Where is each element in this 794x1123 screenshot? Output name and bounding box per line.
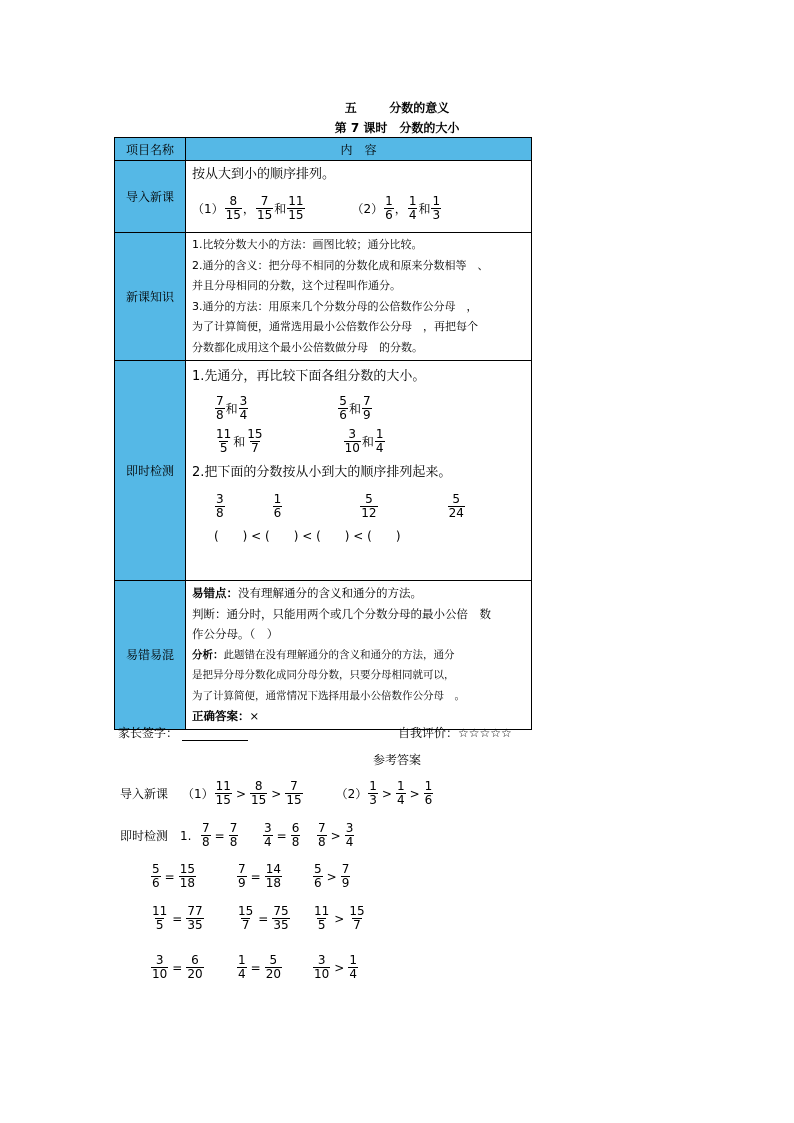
comparison bbox=[236, 954, 283, 981]
judge-line-1: 判断：通分时，只能用两个或几个分数分母的最小公倍 数 bbox=[192, 606, 491, 621]
fraction: $\frac{7}{9}$ bbox=[238, 862, 246, 890]
fraction: $\frac{5}{12}$ bbox=[361, 492, 377, 520]
fraction: $\frac{3}{4}$ bbox=[239, 394, 248, 422]
mistake-content bbox=[186, 581, 532, 730]
fraction: $\frac{15}{18}$ bbox=[179, 862, 195, 890]
fraction: $\frac{11}{15}$ bbox=[215, 779, 231, 807]
fraction: $\frac{14}{18}$ bbox=[265, 862, 281, 890]
fraction: $\frac{11}{15}$ bbox=[288, 194, 304, 222]
intro-questions bbox=[192, 195, 525, 222]
comparison-operator: = bbox=[214, 828, 225, 843]
fraction: $\frac{7}{9}$ bbox=[341, 862, 350, 890]
fraction: $\frac{1}{4}$ bbox=[396, 779, 405, 807]
fraction: $\frac{11}{5}$ bbox=[216, 427, 232, 455]
order-fractions bbox=[192, 493, 525, 520]
fraction: $\frac{7}{15}$ bbox=[256, 194, 273, 222]
fraction: $\frac{5}{6}$ bbox=[339, 394, 347, 422]
fraction: $\frac{75}{35}$ bbox=[273, 904, 289, 932]
section-label-intro: 导入新课 bbox=[115, 161, 186, 233]
lesson-table bbox=[114, 137, 532, 730]
fraction: $\frac{5}{6}$ bbox=[152, 862, 160, 890]
fraction: $\frac{3}{8}$ bbox=[216, 492, 224, 520]
comparison-operator: > bbox=[334, 911, 345, 926]
order-blanks[interactable]: ( ) < ( ) < ( ) < ( ) bbox=[214, 529, 401, 543]
knowledge-line: 2.通分的含义：把分母不相同的分数化成和原来分数相等 、 bbox=[192, 258, 489, 272]
fraction: $\frac{8}{15}$ bbox=[225, 194, 241, 222]
fraction: $\frac{5}{24}$ bbox=[448, 492, 464, 520]
fraction: $\frac{7}{8}$ bbox=[318, 821, 326, 849]
knowledge-content bbox=[186, 233, 532, 361]
fraction: $\frac{1}{4}$ bbox=[375, 427, 384, 455]
comparison-operator: = bbox=[172, 960, 183, 975]
fraction: $\frac{6}{8}$ bbox=[291, 821, 300, 849]
signature-blank[interactable] bbox=[182, 726, 248, 741]
comparison bbox=[200, 822, 239, 849]
fraction: $\frac{7}{9}$ bbox=[362, 394, 371, 422]
unit-number: 五 bbox=[344, 101, 357, 115]
check-pairs-row-1 bbox=[192, 395, 525, 422]
answer-intro: 导入新课 （1） $\frac{11}{15}$ > $\frac{8}{15}$ > $\frac{7}{15}$ （2） $\frac{1}{3}$ > $\frac{1}{4}$ > $\frac{1}{6}$ bbox=[120, 779, 433, 807]
fraction: $\frac{15}{7}$ bbox=[238, 904, 254, 932]
parent-signature: 家长签字： bbox=[118, 724, 248, 741]
separator: ， bbox=[242, 201, 255, 216]
intro-instruction: 按从大到小的顺序排列。 bbox=[192, 167, 336, 182]
comparison-operator: = bbox=[258, 911, 269, 926]
fraction: $\frac{1}{6}$ bbox=[424, 779, 433, 807]
and-word: 和 bbox=[348, 401, 361, 416]
fraction: $\frac{1}{3}$ bbox=[432, 194, 441, 222]
fraction: $\frac{3}{4}$ bbox=[345, 821, 354, 849]
comparison bbox=[312, 905, 367, 932]
fraction: $\frac{15}{7}$ bbox=[349, 904, 365, 932]
fraction: $\frac{1}{4}$ bbox=[408, 194, 417, 222]
section-label-check: 即时检测 bbox=[115, 361, 186, 581]
fraction: $\frac{3}{4}$ bbox=[264, 821, 272, 849]
check-q2: 2.把下面的分数按从小到大的顺序排列起来。 bbox=[192, 465, 452, 480]
knowledge-line: 3.通分的方法：用原来几个分数分母的公倍数作公分母 ， bbox=[192, 299, 478, 313]
analysis-line-1: 分析：此题错在没有理解通分的含义和通分的方法，通分 bbox=[192, 648, 455, 661]
fraction: $\frac{5}{6}$ bbox=[314, 862, 322, 890]
comparison-operator: > bbox=[326, 869, 337, 884]
fraction: $\frac{8}{15}$ bbox=[251, 779, 267, 807]
fraction: $\frac{11}{5}$ bbox=[152, 904, 168, 932]
comparison bbox=[150, 954, 205, 981]
comparison-operator: > bbox=[334, 960, 345, 975]
comparison bbox=[236, 863, 283, 890]
answer-check-label: 即时检测 1. bbox=[120, 828, 192, 843]
comparison bbox=[262, 822, 301, 849]
fraction: $\frac{5}{20}$ bbox=[265, 953, 281, 981]
mistake-point bbox=[192, 583, 525, 604]
and-word: 和 bbox=[233, 434, 246, 449]
intro-q1-prefix: （1） bbox=[192, 201, 224, 216]
fraction: $\frac{7}{8}$ bbox=[229, 821, 238, 849]
analysis-label: 分析： bbox=[192, 648, 224, 661]
fraction: $\frac{1}{4}$ bbox=[349, 953, 357, 981]
fraction: $\frac{7}{8}$ bbox=[202, 821, 210, 849]
fraction: $\frac{1}{4}$ bbox=[238, 953, 246, 981]
comparison bbox=[312, 863, 351, 890]
answers-title: 参考答案 bbox=[372, 753, 421, 767]
fraction: $\frac{1}{6}$ bbox=[273, 492, 282, 520]
comparison bbox=[236, 905, 291, 932]
unit-name: 分数的意义 bbox=[389, 101, 450, 115]
separator: 和 bbox=[418, 201, 431, 216]
separator: ， bbox=[394, 201, 407, 216]
check-content bbox=[186, 361, 532, 581]
comparison-operator: = bbox=[276, 828, 287, 843]
check-q1: 1.先通分，再比较下面各组分数的大小。 bbox=[192, 369, 426, 384]
knowledge-line: 1.比较分数大小的方法：画图比较；通分比较。 bbox=[192, 238, 423, 251]
section-label-knowledge: 新课知识 bbox=[115, 233, 186, 361]
and-word: 和 bbox=[225, 401, 238, 416]
knowledge-line: 为了计算简便，通常选用最小公倍数作公分母 ，再把每个 bbox=[192, 320, 478, 333]
comparison bbox=[312, 954, 359, 981]
check-pairs-row-2 bbox=[192, 428, 525, 455]
and-word: 和 bbox=[361, 434, 374, 449]
fraction: $\frac{6}{20}$ bbox=[187, 953, 203, 981]
answer-intro-label: 导入新课 bbox=[120, 787, 169, 801]
section-label-mistake: 易错易混 bbox=[115, 581, 186, 730]
unit-title bbox=[0, 99, 794, 116]
lesson-title: 第 7 课时 分数的大小 bbox=[334, 121, 460, 135]
analysis-line-3: 为了计算简便，通常情况下选择用最小公倍数作公分母 。 bbox=[192, 689, 465, 702]
fraction: $\frac{11}{5}$ bbox=[314, 904, 330, 932]
correct-answer-label: 正确答案： bbox=[192, 709, 250, 723]
comparison bbox=[150, 863, 197, 890]
column-header-label: 项目名称 bbox=[115, 138, 186, 161]
knowledge-line: 分数都化成用这个最小公倍数做分母 的分数。 bbox=[192, 340, 423, 354]
fraction: $\frac{7}{8}$ bbox=[216, 394, 224, 422]
comparison bbox=[316, 822, 355, 849]
fraction: $\frac{77}{35}$ bbox=[187, 904, 203, 932]
intro-content bbox=[186, 161, 532, 233]
fraction: $\frac{1}{6}$ bbox=[385, 194, 393, 222]
fraction: $\frac{15}{7}$ bbox=[247, 427, 263, 455]
correct-answer-value: × bbox=[249, 709, 260, 723]
knowledge-line: 并且分母相同的分数，这个过程叫作通分。 bbox=[192, 279, 401, 292]
fraction: $\frac{3}{10}$ bbox=[344, 427, 360, 455]
comparison-operator: > bbox=[330, 828, 341, 843]
self-evaluation: 自我评价：☆☆☆☆☆ bbox=[398, 726, 512, 740]
fraction: $\frac{3}{10}$ bbox=[314, 953, 330, 981]
mistake-point-text: 没有理解通分的含义和通分的方法。 bbox=[238, 586, 422, 600]
analysis-line-2: 是把异分母分数化成同分母分数，只要分母相同就可以， bbox=[192, 669, 455, 681]
comparison-operator: = bbox=[172, 911, 183, 926]
comparison-operator: = bbox=[164, 869, 175, 884]
intro-q2-prefix: （2） bbox=[351, 201, 384, 216]
column-header-content: 内 容 bbox=[186, 138, 532, 161]
fraction: $\frac{7}{15}$ bbox=[286, 779, 302, 807]
comparison-operator: = bbox=[250, 960, 261, 975]
judge-line-2: 作公分母。（ ） bbox=[192, 627, 279, 641]
mistake-point-label: 易错点： bbox=[192, 586, 238, 600]
separator: 和 bbox=[274, 201, 287, 216]
comparison-operator: = bbox=[250, 869, 261, 884]
comparison bbox=[150, 905, 205, 932]
fraction: $\frac{3}{10}$ bbox=[152, 953, 168, 981]
fraction: $\frac{1}{3}$ bbox=[369, 779, 377, 807]
